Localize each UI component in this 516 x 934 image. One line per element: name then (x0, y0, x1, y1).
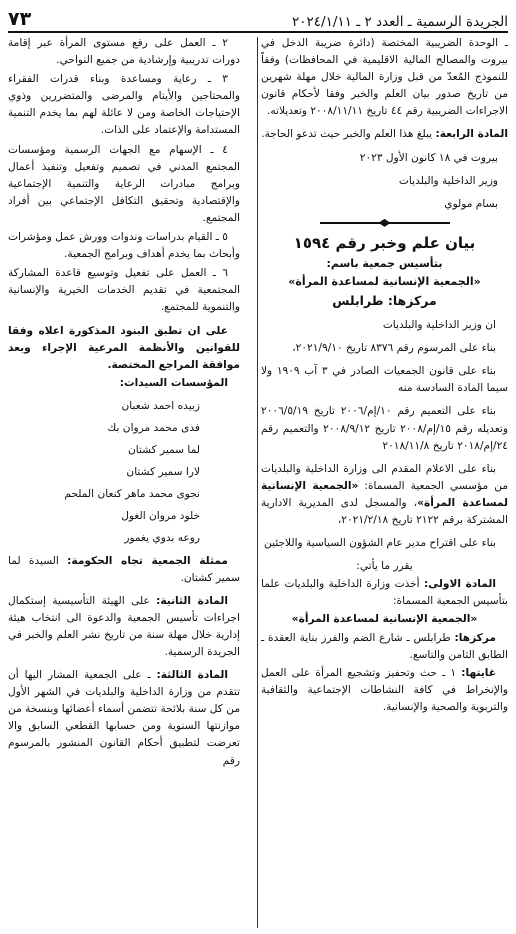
founder-name: خلود مروان الغول (121, 510, 200, 523)
article-three (8, 667, 240, 770)
goal-5: ٥ ـ القيام بدراسات وندوات وورش عمل ومؤشرات وأبحاث بما يخدم أهداف وبرامج الجمعية. (8, 231, 240, 261)
goals-text: ١ ـ حث وتحفيز وتشجيع المرأة على العمل والإنخراط في كافة النشاطات الإجتماعية والثقافية والتربوية والصحية والإنسانية. (261, 666, 508, 713)
goal-6: ٦ ـ العمل على تفعيل وتوسيع قاعدة المشاركة المجتمعية في تقديم الخدمات الخيرية والإنسانية والتنموية للمجتمع. (8, 267, 240, 314)
section-divider (320, 219, 450, 227)
founder-name: لما سمير كشتان (127, 444, 200, 457)
basis-notification-text-b: ، والمسجل لدى المديرية الادارية المشتركة برقم ٢١٢٢ تاريخ ٢٠٢١/٢/١٨، (261, 496, 508, 526)
gazette-header-title: الجريدة الرسمية ـ العدد ٢ ـ ٢٠٢٤/١/١١ (292, 14, 508, 30)
tax-unit-paragraph: ـ الوحدة الضريبية المختصة (دائرة ضريبة الدخل في بيروت والمصالح المالية الاقليمية في المحافظات) وفقاً للنموذج المُعدّ من قبل وزارة المالية خلال مهلة شهرين من تاريخ صدور بيان العلم والخبر وفقا لأحكام قانون الاجراءات الضريبية رقم ٤٤ تاريخ ٢٠٠٨/١١/١١ وتعديلاته. (261, 37, 508, 118)
page-number: ٧٣ (8, 8, 32, 30)
representative-label: ممثلة الجمعية تجاه الحكومة: (67, 554, 228, 567)
article-three-text: ـ على الجمعية المشار اليها أن تتقدم من وزارة الداخلية والبلديات في الشهر الأول من كل سنة بلائحة تتضمن أسماء أعضائها وبنسخة من موازنتها السنوية ومن حسابها القطعي السابق والا تعرضت لتطبيق أحكام القانون المنشور بالمرسوم رقم (8, 669, 240, 767)
basis-notification-assoc: «الجمعية الإنسانية لمساعدة المرأة» (261, 479, 508, 509)
article-four (261, 126, 508, 143)
article-one-label: المادة الاولى: (423, 578, 496, 591)
signature-title: وزير الداخلية والبلديات (398, 174, 498, 187)
government-representative (8, 553, 240, 587)
page-header (8, 4, 508, 30)
right-column (261, 35, 508, 930)
founder-name: نجوى محمد ماهر كنعان الملحم (64, 488, 200, 501)
representative-text: السيدة لما سمير كشتان. (8, 554, 240, 584)
article-two-text: على الهيئة التأسيسية إستكمال اجراءات تأسيس الجمعية والدعوة الى انتخاب هيئة إدارية خلال مهلة سنة من تاريخ نشر العلم والخبر في الجريدة الرسمية. (8, 594, 240, 658)
association-name-heading: «الجمعية الإنسانية لمساعدة المرأة» (288, 274, 481, 288)
header-rule (8, 31, 508, 33)
conditions-paragraph: على ان تطبق البنود المذكورة اعلاه وفقا للقوانين والأنظمة المرعية الإجراء وبعد موافقة المراجع المختصة. (8, 324, 240, 371)
basis-notification-text-a: بناء على الاعلام المقدم الى وزارة الداخلية والبلديات من مؤسسي الجمعية المسماة: (261, 462, 508, 492)
article-four-label: المادة الرابعة: (435, 128, 508, 141)
founders-label: المؤسسات السيدات: (119, 376, 228, 389)
goal-3: ٣ ـ رعاية ومساعدة وبناء قدرات الفقراء والمحتاجين والأيتام والمرضى والمتضررين وذوي الإحتياجات الخاصة ومن لا عائلة لهم بما يخدم التنمية المستدامة والإعتماد على الذات. (8, 73, 240, 137)
basis-proposal: بناء على اقتراح مدير عام الشؤون السياسية واللاجئين (264, 537, 496, 550)
article-one-assoc-name: «الجمعية الإنسانية لمساعدة المرأة» (291, 613, 478, 626)
notice-number: بيان علم وخبر رقم ١٥٩٤ (293, 233, 476, 252)
article-two-label: المادة الثانية: (156, 594, 228, 607)
notice-subtitle: بتأسيس جمعية باسم: (326, 256, 443, 270)
signature-date: بيروت في ١٨ كانون الأول ٢٠٢٣ (359, 151, 498, 164)
goal-4: ٤ ـ الإسهام مع الجهات الرسمية ومؤسسات المجتمع المدني في تصميم وتفعيل وتنفيذ أعمال وبرامج مبادرات الرعاية والتنمية الإجتماعية والإقتصادية وتحقيق التكافل الإجتماعي بين أفراد المجتمع. (8, 143, 240, 224)
basis-law: بناء على قانون الجمعيات الصادر في ٣ آب ١٩٠٩ ولا سيما المادة السادسة منه (261, 365, 508, 395)
basis-decree: بناء على المرسوم رقم ٨٣٧٦ تاريخ ٢٠٢١/٩/١٠، (292, 342, 496, 355)
goals-label: غايتها: (461, 666, 497, 679)
founders-list (8, 398, 240, 548)
signature-name: بسام مولوي (444, 197, 498, 210)
divider-diamond (379, 219, 391, 227)
goal-2: ٢ ـ العمل على رفع مستوى المرأة عبر إقامة دورات تدريبية وإرشادية من جميع النواحي. (8, 37, 240, 67)
left-column (8, 35, 240, 930)
article-three-label: المادة الثالثة: (156, 669, 228, 682)
headquarters-text: طرابلس ـ شارع الضم والفرز بناية العقدة ـ الطابق الثامن والتاسع. (261, 631, 508, 661)
minister-line: ان وزير الداخلية والبلديات (382, 319, 496, 332)
column-separator (257, 37, 258, 928)
association-hq-heading: مركزها: طرابلس (332, 293, 437, 309)
basis-circulars: بناء على التعميم رقم ١٠/إم/٢٠٠٦ تاريخ ٢٠٠٦/٥/١٩ وتعديله رقم ١٥/إم/٢٠٠٨ تاريخ ٢٠٠٨/٩/١٢ والتعميم رقم ٢٤/إم/٢٠١٨ تاريخ ٢٠١٨/١١/٨ (261, 405, 508, 452)
headquarters (261, 630, 508, 664)
founder-name: روعه بدوي يغمور (124, 532, 200, 545)
article-two (8, 593, 240, 661)
article-one (261, 576, 508, 610)
article-one-text: أخذت وزارة الداخلية والبلديات علما بتأسيس الجمعية المسماة: (261, 578, 508, 608)
founder-name: زبيده احمد شعبان (121, 399, 200, 412)
goals-list (8, 35, 240, 317)
goals (261, 665, 508, 716)
basis-notification (261, 461, 508, 529)
headquarters-label: مركزها: (454, 631, 496, 644)
founder-name: لارا سمير كشتان (126, 466, 200, 479)
founder-name: فدى محمد مروان بك (107, 421, 200, 434)
decides-line: يقرر ما يأتي: (356, 560, 413, 573)
article-four-text: يبلغ هذا العلم والخبر حيث تدعو الحاجة. (261, 128, 436, 141)
